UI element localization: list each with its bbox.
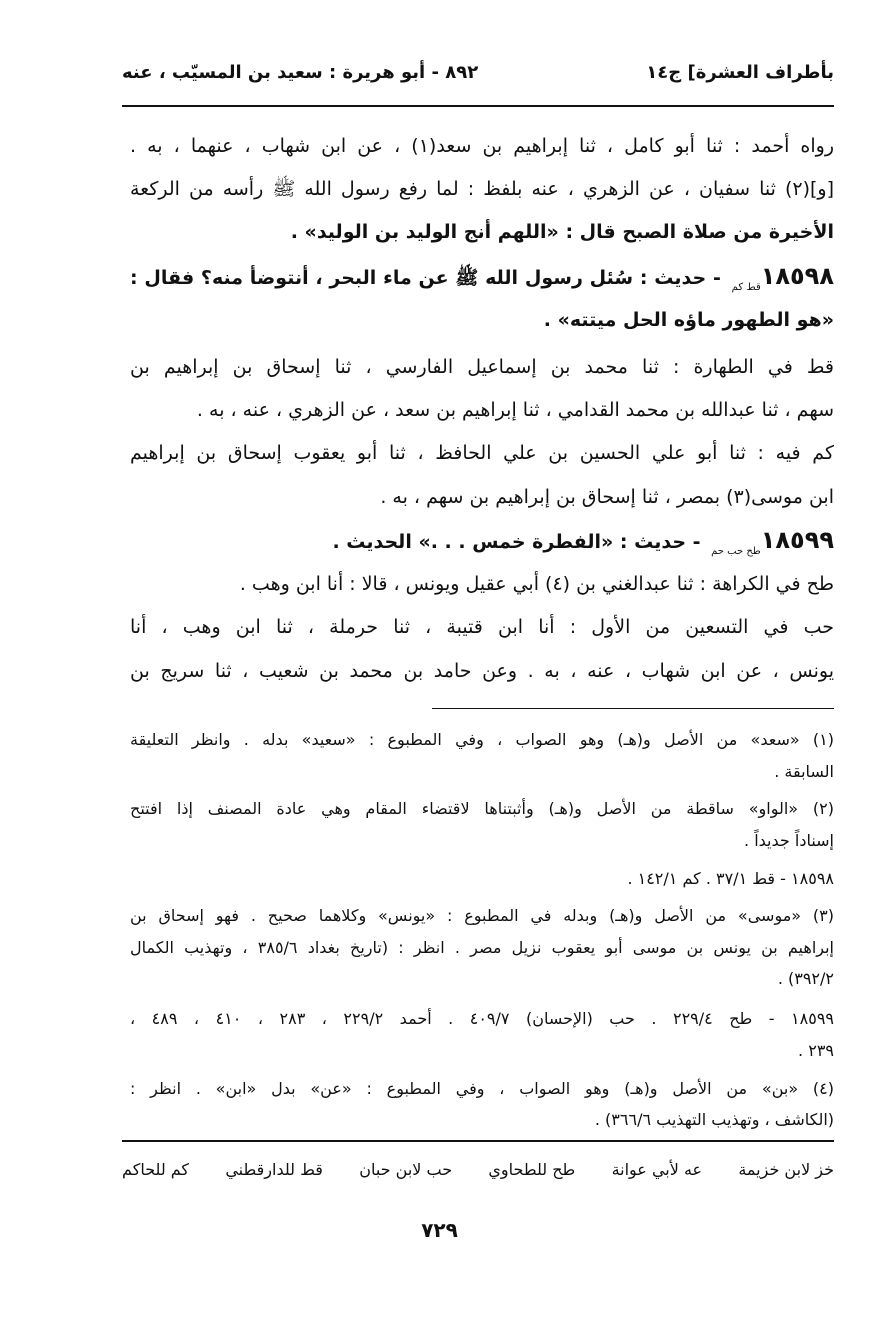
reference-line: ١٨٥٩٨ - قط ٣٧/١ . كم ١٤٢/١ .: [627, 869, 834, 888]
footnote-line: إبراهيم بن يونس بن موسى أبو يعقوب نزيل مصر . انظر : (تاريخ بغداد ٣٨٥/٦ ، وتهذيب الكمال: [130, 938, 834, 957]
footnote-line: إسناداً جديداً .: [744, 831, 834, 850]
text-line: كم فيه : ثنا أبو علي الحسين بن علي الحافظ ، ثنا أبو يعقوب إسحاق بن إبراهيم: [130, 442, 834, 464]
text-line: رواه أحمد : ثنا أبو كامل ، ثنا إبراهيم بن سعد(١) ، عن ابن شهاب ، عنهما ، به .: [130, 135, 834, 157]
footnote-line: (٤) «بن» من الأصل و(هـ) وهو الصواب ، وفي المطبوع : «عن» بدل «ابن» . انظر :: [130, 1079, 834, 1098]
header-volume-title: بأطراف العشرة] ج١٤: [646, 62, 834, 83]
running-header: [122, 58, 834, 92]
abbreviation-item: حب لابن حبان: [359, 1160, 453, 1179]
hadith-title: - حديث : «الفطرة خمس . . .» الحديث .: [332, 531, 701, 553]
footnote-line: ٣٩٢/٢) .: [777, 969, 834, 988]
header-rule: [122, 105, 834, 107]
footnote-line: (١) «سعد» من الأصل و(هـ) وهو الصواب ، وفي المطبوع : «سعيد» بدله . وانظر التعليقة: [130, 730, 834, 749]
abbreviation-item: قط للدارقطني: [225, 1160, 323, 1179]
footnote-line: (الكاشف ، وتهذيب التهذيب ٣٦٦/٦) .: [594, 1110, 834, 1129]
text-line: قط في الطهارة : ثنا محمد بن إسماعيل الفارسي ، ثنا إسحاق بن إبراهيم بن: [130, 356, 834, 378]
text-line: «هو الطهور ماؤه الحل ميتته» .: [543, 309, 834, 331]
footnote-separator: [432, 708, 834, 709]
text-line: [و](٢) ثنا سفيان ، عن الزهري ، عنه بلفظ : لما رفع رسول الله ﷺ رأسه من الركعة: [130, 178, 834, 200]
text-line: طح في الكراهة : ثنا عبدالغني بن (٤) أبي عقيل ويونس ، قالا : أنا ابن وهب .: [239, 573, 834, 595]
abbreviation-item: عه لأبي عوانة: [611, 1160, 703, 1179]
text-line: يونس ، عن ابن شهاب ، عنه ، به . وعن حامد بن محمد بن شعيب ، ثنا سريج بن: [130, 660, 834, 682]
hadith-title: - حديث : سُئل رسول الله ﷺ عن ماء البحر ، أنتوضأ منه؟ فقال :: [130, 267, 721, 289]
footnote-line: (٢) «الواو» ساقطة من الأصل و(هـ) وأثبتناها لاقتضاء المقام وهي عادة المصنف إذا افتتح: [130, 799, 834, 818]
text-line: ابن موسى(٣) بمصر ، ثنا إسحاق بن إبراهيم بن سهم ، به .: [380, 486, 834, 508]
text-line: حب في التسعين من الأول : أنا ابن قتيبة ، ثنا حرملة ، ثنا ابن وهب ، أنا: [130, 616, 834, 638]
hadith-number: ١٨٥٩٩: [760, 526, 834, 554]
hadith-number: ١٨٥٩٨: [760, 262, 834, 290]
footnote-line: (٣) «موسى» من الأصل و(هـ) وبدله في المطبوع : «يونس» وكلاهما صحيح . فهو إسحاق بن: [130, 906, 834, 925]
abbreviation-key: [122, 1160, 834, 1179]
footer-rule: [122, 1140, 834, 1142]
abbreviation-item: خز لابن خزيمة: [738, 1160, 834, 1179]
reference-line: ١٨٥٩٩ - طح ٢٢٩/٤ . حب (الإحسان) ٤٠٩/٧ . أحمد ٢٢٩/٢ ، ٢٨٣ ، ٤١٠ ، ٤٨٩ ،: [130, 1009, 834, 1028]
footnote-line: السابقة .: [774, 762, 834, 781]
abbreviation-item: كم للحاكم: [122, 1160, 190, 1179]
hadith-heading-18599: [130, 526, 834, 566]
text-line: الأخيرة من صلاة الصبح قال : «اللهم أنج الوليد بن الوليد» .: [290, 221, 834, 243]
page-number: ٧٢٩: [421, 1218, 458, 1242]
text-line: سهم ، ثنا عبدالله بن محمد القدامي ، ثنا إبراهيم بن سعد ، عن الزهري ، عنه ، به .: [196, 399, 834, 421]
abbreviation-item: طح للطحاوي: [488, 1160, 576, 1179]
hadith-sigla: قط كم: [731, 282, 761, 293]
hadith-sigla: طح حب حم: [711, 546, 761, 557]
reference-line: ٢٣٩ .: [798, 1041, 834, 1060]
hadith-heading-18598: [130, 262, 834, 302]
header-chapter-title: ٨٩٢ - أبو هريرة : سعيد بن المسيّب ، عنه: [122, 62, 479, 83]
